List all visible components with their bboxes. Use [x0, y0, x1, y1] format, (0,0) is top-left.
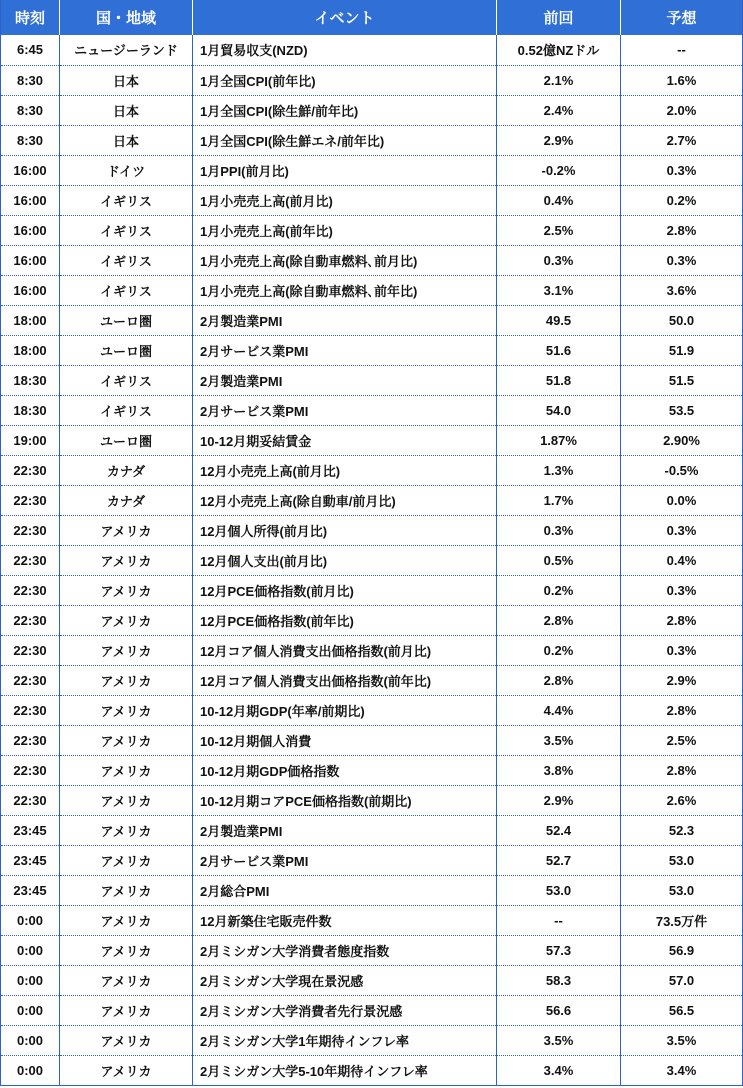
row-event: 2月サービス業PMI — [193, 845, 497, 875]
table-row — [1, 305, 743, 335]
row-event: 1月全国CPI(除生鮮/前年比) — [193, 95, 497, 125]
row-country: 日本 — [60, 125, 193, 155]
row-country: カナダ — [60, 455, 193, 485]
row-previous: -- — [497, 905, 621, 935]
row-time: 18:30 — [1, 365, 60, 395]
row-country: ドイツ — [60, 155, 193, 185]
table-row — [1, 275, 743, 305]
row-forecast: 3.5% — [621, 1025, 743, 1055]
table-row — [1, 815, 743, 845]
row-previous: 2.4% — [497, 95, 621, 125]
row-country: ニュージーランド — [60, 35, 193, 65]
row-previous: 2.9% — [497, 785, 621, 815]
row-previous: 4.4% — [497, 695, 621, 725]
table-header — [1, 0, 743, 35]
row-event: 2月サービス業PMI — [193, 335, 497, 365]
row-previous: 0.4% — [497, 185, 621, 215]
row-event: 1月全国CPI(除生鮮エネ/前年比) — [193, 125, 497, 155]
row-forecast: 2.8% — [621, 215, 743, 245]
row-event: 1月小売売上高(前月比) — [193, 185, 497, 215]
row-time: 22:30 — [1, 605, 60, 635]
row-country: アメリカ — [60, 785, 193, 815]
row-time: 0:00 — [1, 1025, 60, 1055]
row-event: 10-12月期コアPCE価格指数(前期比) — [193, 785, 497, 815]
table-row — [1, 365, 743, 395]
row-forecast: 2.7% — [621, 125, 743, 155]
row-previous: 0.52億NZドル — [497, 35, 621, 65]
row-time: 6:45 — [1, 35, 60, 65]
row-event: 2月ミシガン大学消費者先行景況感 — [193, 995, 497, 1025]
row-event: 2月製造業PMI — [193, 365, 497, 395]
row-country: アメリカ — [60, 1025, 193, 1055]
row-forecast: 53.0 — [621, 845, 743, 875]
row-event: 1月全国CPI(前年比) — [193, 65, 497, 95]
row-country: イギリス — [60, 185, 193, 215]
table-row — [1, 455, 743, 485]
table-row — [1, 605, 743, 635]
row-time: 16:00 — [1, 215, 60, 245]
row-event: 12月小売売上高(前月比) — [193, 455, 497, 485]
row-country: アメリカ — [60, 755, 193, 785]
row-previous: 57.3 — [497, 935, 621, 965]
row-country: ユーロ圏 — [60, 425, 193, 455]
table-row — [1, 65, 743, 95]
table-row — [1, 395, 743, 425]
row-country: アメリカ — [60, 845, 193, 875]
row-event: 1月小売売上高(除自動車燃料､前年比) — [193, 275, 497, 305]
row-country: イギリス — [60, 365, 193, 395]
table-row — [1, 545, 743, 575]
row-forecast: 2.0% — [621, 95, 743, 125]
row-event: 1月小売売上高(前年比) — [193, 215, 497, 245]
row-country: 日本 — [60, 95, 193, 125]
row-event: 2月ミシガン大学現在景況感 — [193, 965, 497, 995]
row-time: 22:30 — [1, 725, 60, 755]
header-forecast: 予想 — [666, 10, 697, 27]
row-time: 0:00 — [1, 995, 60, 1025]
row-forecast: 0.4% — [621, 545, 743, 575]
row-forecast: 53.5 — [621, 395, 743, 425]
row-time: 8:30 — [1, 95, 60, 125]
row-forecast: 0.3% — [621, 635, 743, 665]
row-time: 0:00 — [1, 905, 60, 935]
row-forecast: 56.5 — [621, 995, 743, 1025]
row-previous: 1.87% — [497, 425, 621, 455]
row-event: 2月製造業PMI — [193, 305, 497, 335]
table-row — [1, 995, 743, 1025]
table-row — [1, 785, 743, 815]
row-previous: 0.2% — [497, 635, 621, 665]
row-country: アメリカ — [60, 515, 193, 545]
row-event: 2月製造業PMI — [193, 815, 497, 845]
row-event: 2月ミシガン大学1年期待インフレ率 — [193, 1025, 497, 1055]
row-previous: 2.1% — [497, 65, 621, 95]
row-country: アメリカ — [60, 935, 193, 965]
row-country: アメリカ — [60, 965, 193, 995]
row-country: ユーロ圏 — [60, 335, 193, 365]
row-time: 0:00 — [1, 965, 60, 995]
row-country: アメリカ — [60, 605, 193, 635]
row-forecast: 53.0 — [621, 875, 743, 905]
row-time: 19:00 — [1, 425, 60, 455]
table-row — [1, 755, 743, 785]
row-time: 22:30 — [1, 545, 60, 575]
row-previous: 3.1% — [497, 275, 621, 305]
table-row — [1, 515, 743, 545]
row-previous: 52.4 — [497, 815, 621, 845]
row-time: 16:00 — [1, 185, 60, 215]
row-event: 12月個人支出(前月比) — [193, 545, 497, 575]
row-previous: 0.2% — [497, 575, 621, 605]
row-country: カナダ — [60, 485, 193, 515]
row-country: イギリス — [60, 275, 193, 305]
row-previous: 2.5% — [497, 215, 621, 245]
row-forecast: 2.5% — [621, 725, 743, 755]
row-country: アメリカ — [60, 995, 193, 1025]
row-forecast: -- — [621, 35, 743, 65]
row-country: アメリカ — [60, 665, 193, 695]
row-previous: 56.6 — [497, 995, 621, 1025]
row-time: 22:30 — [1, 455, 60, 485]
row-previous: 52.7 — [497, 845, 621, 875]
row-country: 日本 — [60, 65, 193, 95]
row-event: 10-12月期GDP価格指数 — [193, 755, 497, 785]
row-time: 22:30 — [1, 485, 60, 515]
row-event: 12月新築住宅販売件数 — [193, 905, 497, 935]
row-country: アメリカ — [60, 575, 193, 605]
row-previous: 3.8% — [497, 755, 621, 785]
row-time: 22:30 — [1, 575, 60, 605]
row-time: 23:45 — [1, 815, 60, 845]
row-time: 23:45 — [1, 875, 60, 905]
row-country: イギリス — [60, 245, 193, 275]
row-event: 12月コア個人消費支出価格指数(前年比) — [193, 665, 497, 695]
row-time: 18:30 — [1, 395, 60, 425]
table-row — [1, 425, 743, 455]
row-time: 16:00 — [1, 245, 60, 275]
row-country: アメリカ — [60, 635, 193, 665]
row-event: 2月総合PMI — [193, 875, 497, 905]
row-time: 18:00 — [1, 335, 60, 365]
row-forecast: 2.9% — [621, 665, 743, 695]
row-event: 12月PCE価格指数(前年比) — [193, 605, 497, 635]
row-previous: 1.3% — [497, 455, 621, 485]
table-row — [1, 125, 743, 155]
row-country: アメリカ — [60, 695, 193, 725]
row-previous: -0.2% — [497, 155, 621, 185]
table-row — [1, 485, 743, 515]
row-previous: 0.3% — [497, 515, 621, 545]
row-forecast: 0.3% — [621, 575, 743, 605]
row-forecast: 0.2% — [621, 185, 743, 215]
row-forecast: 2.8% — [621, 755, 743, 785]
row-forecast: 3.6% — [621, 275, 743, 305]
row-time: 16:00 — [1, 275, 60, 305]
table-row — [1, 725, 743, 755]
row-event: 1月PPI(前月比) — [193, 155, 497, 185]
row-forecast: 0.3% — [621, 245, 743, 275]
table-row — [1, 245, 743, 275]
row-previous: 2.8% — [497, 605, 621, 635]
table-row — [1, 1025, 743, 1055]
row-previous: 3.5% — [497, 725, 621, 755]
row-time: 8:30 — [1, 125, 60, 155]
table-row — [1, 695, 743, 725]
row-previous: 51.8 — [497, 365, 621, 395]
table-row — [1, 875, 743, 905]
table-body — [1, 35, 743, 1085]
row-event: 10-12月期個人消費 — [193, 725, 497, 755]
row-previous: 2.9% — [497, 125, 621, 155]
table-row — [1, 665, 743, 695]
row-event: 12月コア個人消費支出価格指数(前月比) — [193, 635, 497, 665]
header-country: 国・地域 — [60, 0, 193, 35]
row-country: アメリカ — [60, 905, 193, 935]
row-forecast: 3.4% — [621, 1055, 743, 1085]
row-previous: 2.8% — [497, 665, 621, 695]
table-row — [1, 635, 743, 665]
row-time: 0:00 — [1, 935, 60, 965]
row-forecast: 2.6% — [621, 785, 743, 815]
row-time: 22:30 — [1, 755, 60, 785]
row-forecast: 73.5万件 — [621, 905, 743, 935]
row-previous: 1.7% — [497, 485, 621, 515]
row-previous: 54.0 — [497, 395, 621, 425]
row-time: 22:30 — [1, 635, 60, 665]
row-previous: 51.6 — [497, 335, 621, 365]
row-previous: 53.0 — [497, 875, 621, 905]
table-row — [1, 905, 743, 935]
row-forecast: 1.6% — [621, 65, 743, 95]
row-event: 2月サービス業PMI — [193, 395, 497, 425]
row-time: 23:45 — [1, 845, 60, 875]
table-row — [1, 185, 743, 215]
row-event: 10-12月期GDP(年率/前期比) — [193, 695, 497, 725]
row-previous: 49.5 — [497, 305, 621, 335]
row-country: アメリカ — [60, 725, 193, 755]
header-event: イベント — [193, 0, 497, 35]
row-time: 22:30 — [1, 515, 60, 545]
table-row — [1, 1055, 743, 1085]
row-forecast: 56.9 — [621, 935, 743, 965]
row-time: 22:30 — [1, 785, 60, 815]
row-time: 22:30 — [1, 665, 60, 695]
row-forecast: 2.8% — [621, 605, 743, 635]
row-previous: 0.3% — [497, 245, 621, 275]
row-event: 12月PCE価格指数(前月比) — [193, 575, 497, 605]
row-country: イギリス — [60, 215, 193, 245]
row-event: 12月個人所得(前月比) — [193, 515, 497, 545]
row-forecast: 50.0 — [621, 305, 743, 335]
table-row — [1, 335, 743, 365]
table-row — [1, 965, 743, 995]
row-forecast: 51.5 — [621, 365, 743, 395]
table-row — [1, 575, 743, 605]
row-previous: 58.3 — [497, 965, 621, 995]
table-row — [1, 95, 743, 125]
row-event: 10-12月期妥結賃金 — [193, 425, 497, 455]
row-forecast: 2.90% — [621, 425, 743, 455]
row-country: イギリス — [60, 395, 193, 425]
row-forecast: 57.0 — [621, 965, 743, 995]
row-country: アメリカ — [60, 1055, 193, 1085]
table-row — [1, 215, 743, 245]
row-forecast: 0.3% — [621, 155, 743, 185]
row-forecast: -0.5% — [621, 455, 743, 485]
table-row — [1, 935, 743, 965]
row-previous: 0.5% — [497, 545, 621, 575]
row-time: 22:30 — [1, 695, 60, 725]
row-time: 8:30 — [1, 65, 60, 95]
row-event: 2月ミシガン大学消費者態度指数 — [193, 935, 497, 965]
row-forecast: 51.9 — [621, 335, 743, 365]
row-country: アメリカ — [60, 815, 193, 845]
row-event: 1月小売売上高(除自動車燃料､前月比) — [193, 245, 497, 275]
row-event: 2月ミシガン大学5-10年期待インフレ率 — [193, 1055, 497, 1085]
header-previous: 前回 — [497, 0, 621, 35]
header-row — [1, 0, 743, 35]
table-row — [1, 155, 743, 185]
row-country: アメリカ — [60, 545, 193, 575]
row-event: 1月貿易収支(NZD) — [193, 35, 497, 65]
row-previous: 3.4% — [497, 1055, 621, 1085]
table-row — [1, 845, 743, 875]
row-country: ユーロ圏 — [60, 305, 193, 335]
row-time: 18:00 — [1, 305, 60, 335]
row-forecast: 2.8% — [621, 695, 743, 725]
table-row — [1, 35, 743, 65]
row-forecast: 0.3% — [621, 515, 743, 545]
row-previous: 3.5% — [497, 1025, 621, 1055]
row-forecast: 0.0% — [621, 485, 743, 515]
row-event: 12月小売売上高(除自動車/前月比) — [193, 485, 497, 515]
row-time: 16:00 — [1, 155, 60, 185]
row-country: アメリカ — [60, 875, 193, 905]
row-forecast: 52.3 — [621, 815, 743, 845]
header-time: 時刻 — [1, 0, 60, 35]
row-time: 0:00 — [1, 1055, 60, 1085]
